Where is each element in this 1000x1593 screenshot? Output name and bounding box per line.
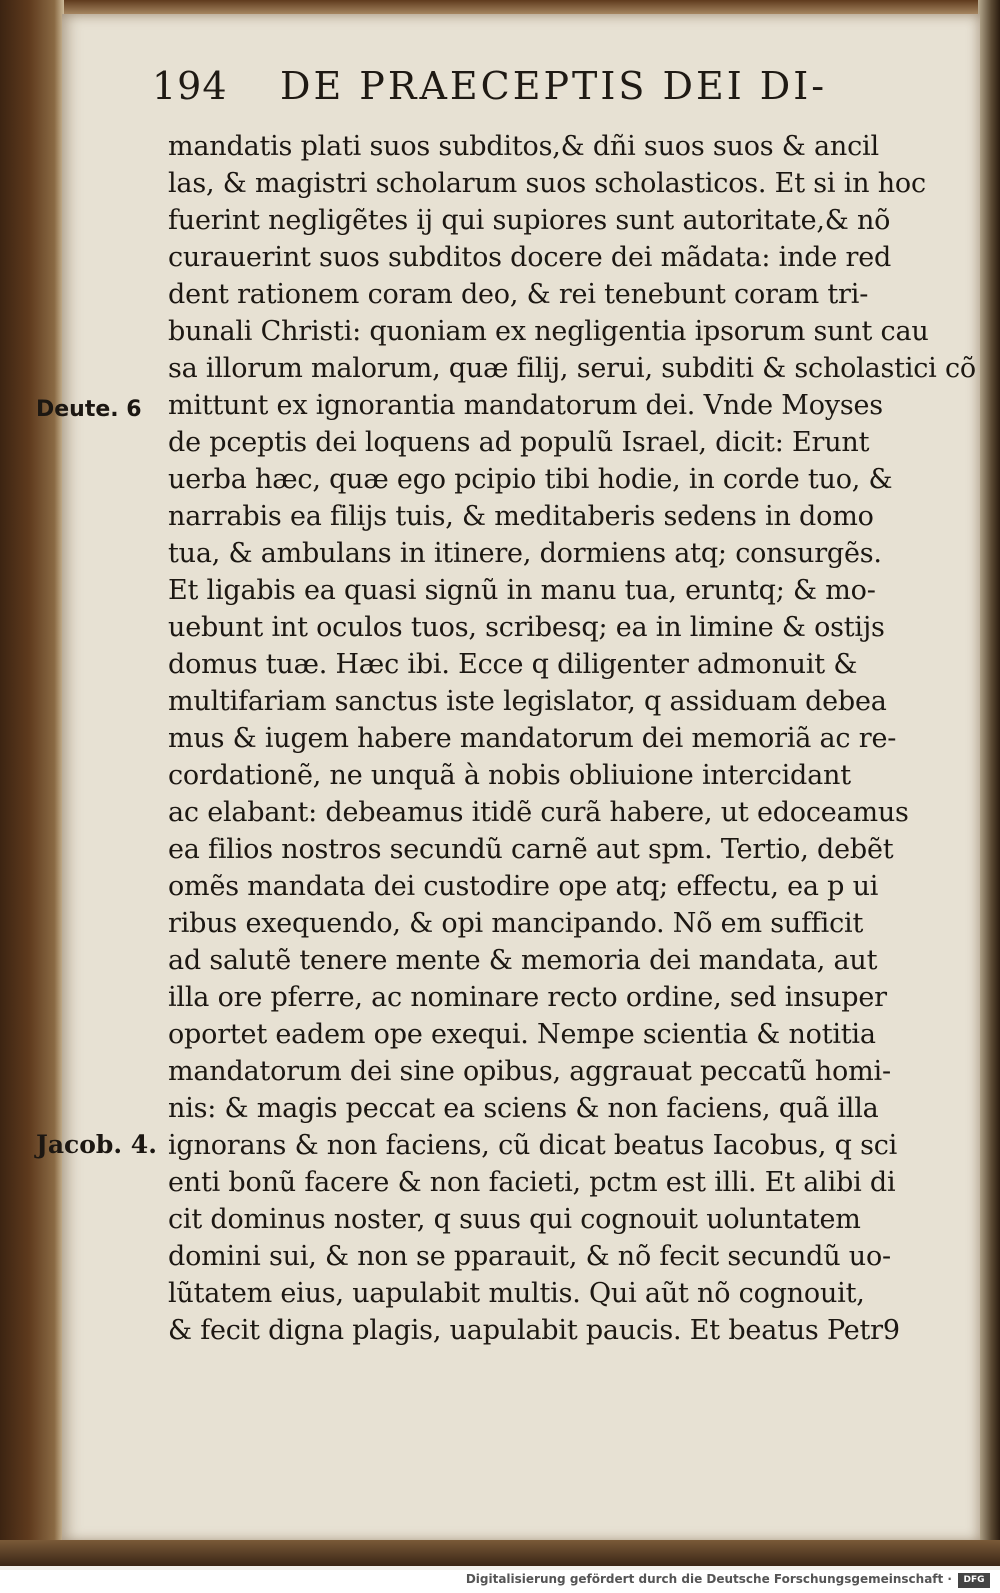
text-line: ac elabant: debeamus itidẽ curã habere, ut edoceamus xyxy=(168,797,909,828)
text-line: multifariam sanctus iste legislator, q assiduam debea xyxy=(168,686,887,717)
text-line: & fecit digna plagis, uapulabit paucis. Et beatus Petr9 xyxy=(168,1315,900,1346)
text-line: illa ore pferre, ac nominare recto ordine, sed insuper xyxy=(168,982,887,1013)
page-number: 194 xyxy=(152,64,228,108)
text-line: las, & magistri scholarum suos scholasticos. Et si in hoc xyxy=(168,168,926,199)
text-line: uerba hæc, quæ ego pcipio tibi hodie, in corde tuo, & xyxy=(168,464,893,495)
text-line: ignorans & non faciens, cũ dicat beatus Iacobus, q sci xyxy=(168,1130,898,1161)
cover-right-edge xyxy=(978,0,1000,1560)
text-line: de pceptis dei loquens ad populũ Israel, dicit: Erunt xyxy=(168,427,870,458)
text-line: uebunt int oculos tuos, scribesq; ea in limine & ostijs xyxy=(168,612,885,643)
text-line: cordationẽ, ne unquã à nobis obliuione intercidant xyxy=(168,760,851,791)
text-line: sa illorum malorum, quæ filij, serui, subditi & scholastici cõ xyxy=(168,353,976,384)
marginal-note: Deute. 6 xyxy=(36,397,142,422)
body-text xyxy=(168,128,976,1349)
text-line: mus & iugem habere mandatorum dei memoriã ac re- xyxy=(168,723,897,754)
text-line: oportet eadem ope exequi. Nempe scientia & notitia xyxy=(168,1019,876,1050)
book-spine-edge xyxy=(0,0,64,1560)
text-line: bunali Christi: quoniam ex negligentia ipsorum sunt cau xyxy=(168,316,929,347)
text-line: lũtatem eius, uapulabit multis. Qui aũt nõ cognouit, xyxy=(168,1278,865,1309)
text-line: omẽs mandata dei custodire ope atq; effectu, ea p ui xyxy=(168,871,879,902)
text-line: mandatis plati suos subditos,& dñi suos suos & ancil xyxy=(168,131,879,162)
digitization-footer xyxy=(0,1570,1000,1593)
text-line: mittunt ex ignorantia mandatorum dei. Vnde Moyses xyxy=(168,390,883,421)
text-line: curauerint suos subditos docere dei mãdata: inde red xyxy=(168,242,892,273)
text-line: ribus exequendo, & opi mancipando. Nõ em sufficit xyxy=(168,908,864,939)
footer-credit: Digitalisierung gefördert durch die Deutsche Forschungsgemeinschaft · xyxy=(465,1572,952,1586)
text-line: domus tuæ. Hæc ibi. Ecce q diligenter admonuit & xyxy=(168,649,858,680)
text-line: narrabis ea filijs tuis, & meditaberis sedens in domo xyxy=(168,501,874,532)
text-line: fuerint negligẽtes ij qui supiores sunt autoritate,& nõ xyxy=(168,205,891,236)
text-line: nis: & magis peccat ea sciens & non faciens, quã illa xyxy=(168,1093,879,1124)
text-line: cit dominus noster, q suus qui cognouit uoluntatem xyxy=(168,1204,861,1235)
marginal-note: Jacob. 4. xyxy=(36,1130,157,1159)
page-header xyxy=(152,62,872,122)
text-line: tua, & ambulans in itinere, dormiens atq; consurgẽs. xyxy=(168,538,882,569)
dfg-logo: DFG xyxy=(958,1573,990,1588)
text-line: domini sui, & non se pparauit, & nõ fecit secundũ uo- xyxy=(168,1241,891,1272)
running-title: DE PRAECEPTIS DEI DI- xyxy=(280,64,828,108)
text-line: ad salutẽ tenere mente & memoria dei mandata, aut xyxy=(168,945,878,976)
text-line: mandatorum dei sine opibus, aggrauat peccatũ homi- xyxy=(168,1056,891,1087)
text-line: enti bonũ facere & non facieti, pctm est illi. Et alibi di xyxy=(168,1167,896,1198)
text-line: ea filios nostros secundũ carnẽ aut spm. Tertio, debẽt xyxy=(168,834,894,865)
cover-top-edge xyxy=(0,0,1000,14)
text-line: Et ligabis ea quasi signũ in manu tua, eruntq; & mo- xyxy=(168,575,876,606)
cover-bottom-edge xyxy=(0,1540,1000,1566)
text-line: dent rationem coram deo, & rei tenebunt coram tri- xyxy=(168,279,869,310)
